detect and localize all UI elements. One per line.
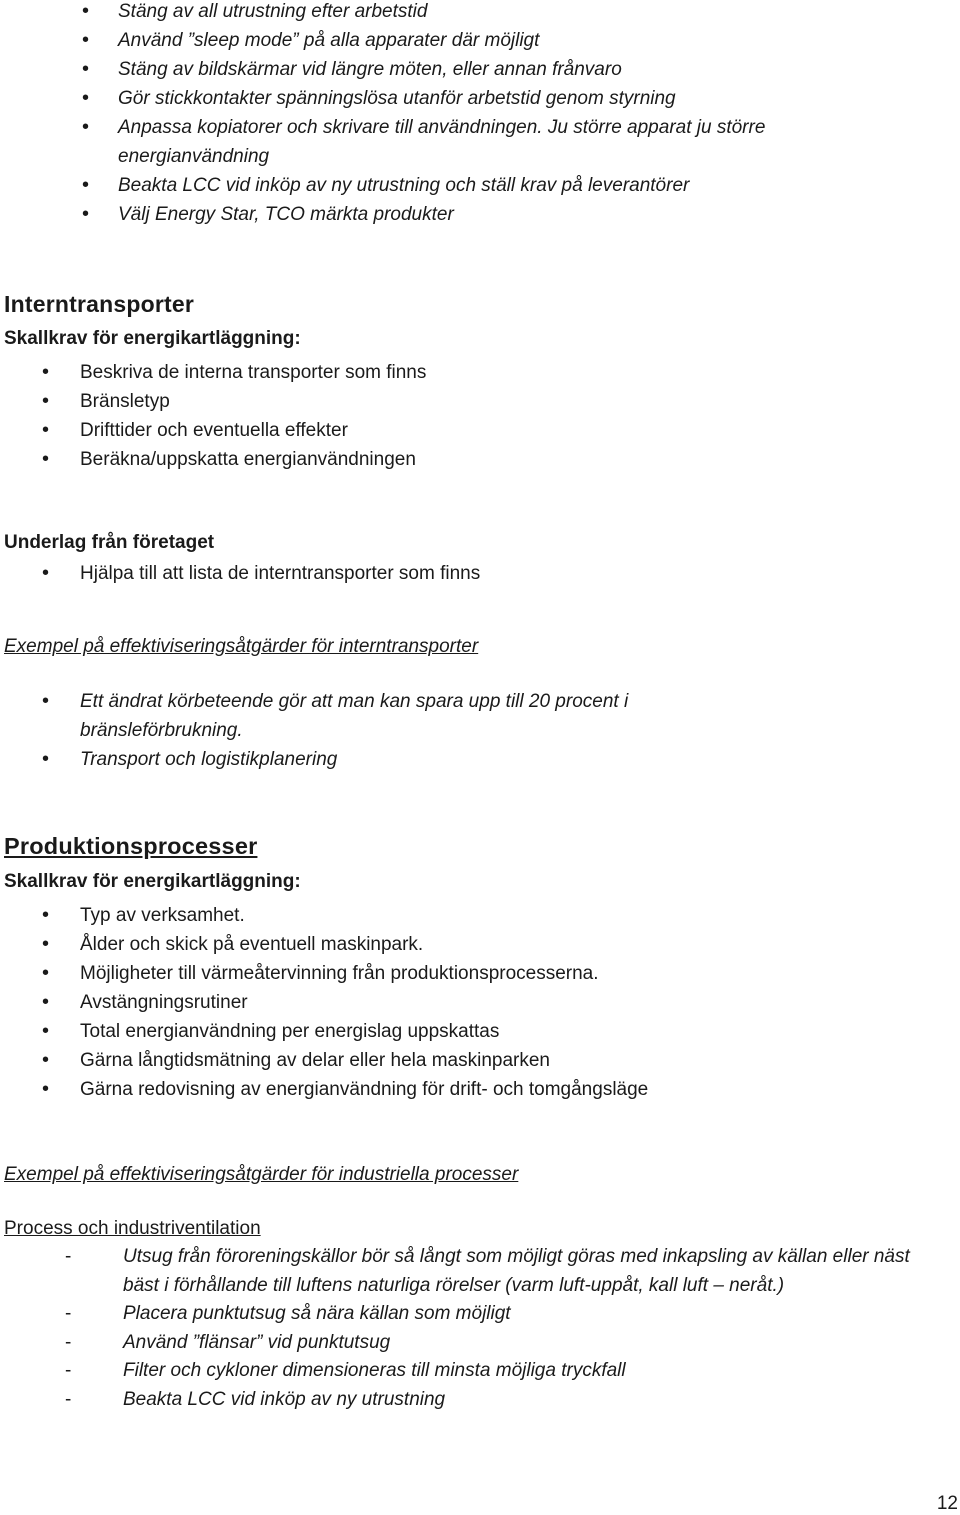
- list-item: • Transport och logistikplanering: [80, 745, 720, 774]
- section-heading-produktionsprocesser: Produktionsprocesser: [4, 833, 258, 859]
- list-item: • Gör stickkontakter spänningslösa utanför arbetstid genom styrning: [118, 84, 878, 113]
- list-item: • Typ av verksamhet.: [80, 901, 900, 930]
- list-item: - Filter och cykloner dimensioneras till minsta möjliga tryckfall: [123, 1357, 923, 1386]
- page-number: 12: [936, 1493, 958, 1514]
- section-heading-interntransporter: Interntransporter: [4, 291, 194, 317]
- list-item: • Beakta LCC vid inköp av ny utrustning och ställ krav på leverantörer: [118, 171, 878, 200]
- intern-support-list: [80, 559, 900, 588]
- list-item: • Anpassa kopiatorer och skrivare till användningen. Ju större apparat ju större energianvändning: [118, 113, 878, 171]
- produktion-examples-heading: Exempel på effektiviseringsåtgärder för industriella processer: [4, 1164, 519, 1185]
- list-item: - Placera punktutsug så nära källan som möjligt: [123, 1300, 923, 1329]
- ventilation-list: [123, 1243, 923, 1414]
- list-item: • Beräkna/uppskatta energianvändningen: [80, 445, 900, 474]
- produktion-requirements-list: [80, 901, 900, 1104]
- list-item: - Använd ”flänsar” vid punktutsug: [123, 1329, 923, 1358]
- intro-list: [118, 0, 878, 229]
- ventilation-heading: Process och industriventilation: [4, 1218, 261, 1239]
- intern-examples-list: [80, 687, 720, 774]
- requirement-heading: Skallkrav för energikartläggning:: [4, 328, 301, 349]
- list-item: • Drifttider och eventuella effekter: [80, 416, 900, 445]
- list-item: • Bränsletyp: [80, 387, 900, 416]
- list-item: • Total energianvändning per energislag uppskattas: [80, 1017, 900, 1046]
- list-item: • Gärna långtidsmätning av delar eller hela maskinparken: [80, 1046, 900, 1075]
- intern-examples-heading: Exempel på effektiviseringsåtgärder för interntransporter: [4, 636, 479, 657]
- list-item: • Avstängningsrutiner: [80, 988, 900, 1017]
- list-item: • Stäng av bildskärmar vid längre möten, eller annan frånvaro: [118, 55, 878, 84]
- requirement-heading: Skallkrav för energikartläggning:: [4, 871, 301, 892]
- list-item: • Beskriva de interna transporter som finns: [80, 358, 900, 387]
- list-item: • Stäng av all utrustning efter arbetstid: [118, 0, 878, 26]
- support-heading: Underlag från företaget: [4, 532, 215, 553]
- list-item: • Möjligheter till värmeåtervinning från produktionsprocesserna.: [80, 959, 900, 988]
- list-item: • Välj Energy Star, TCO märkta produkter: [118, 200, 878, 229]
- list-item: • Ett ändrat körbeteende gör att man kan spara upp till 20 procent i bränsleförbrukning.: [80, 687, 720, 745]
- list-item: - Utsug från föroreningskällor bör så långt som möjligt göras med inkapsling av källan eller näst bäst i förhållande till luftens naturliga rörelser (varm luft-uppåt, kall luft – neråt.): [123, 1243, 923, 1300]
- list-item: - Beakta LCC vid inköp av ny utrustning: [123, 1386, 923, 1415]
- list-item: • Använd ”sleep mode” på alla apparater där möjligt: [118, 26, 878, 55]
- intern-requirements-list: [80, 358, 900, 474]
- list-item: • Hjälpa till att lista de interntransporter som finns: [80, 559, 900, 588]
- list-item: • Gärna redovisning av energianvändning för drift- och tomgångsläge: [80, 1075, 900, 1104]
- list-item: • Ålder och skick på eventuell maskinpark.: [80, 930, 900, 959]
